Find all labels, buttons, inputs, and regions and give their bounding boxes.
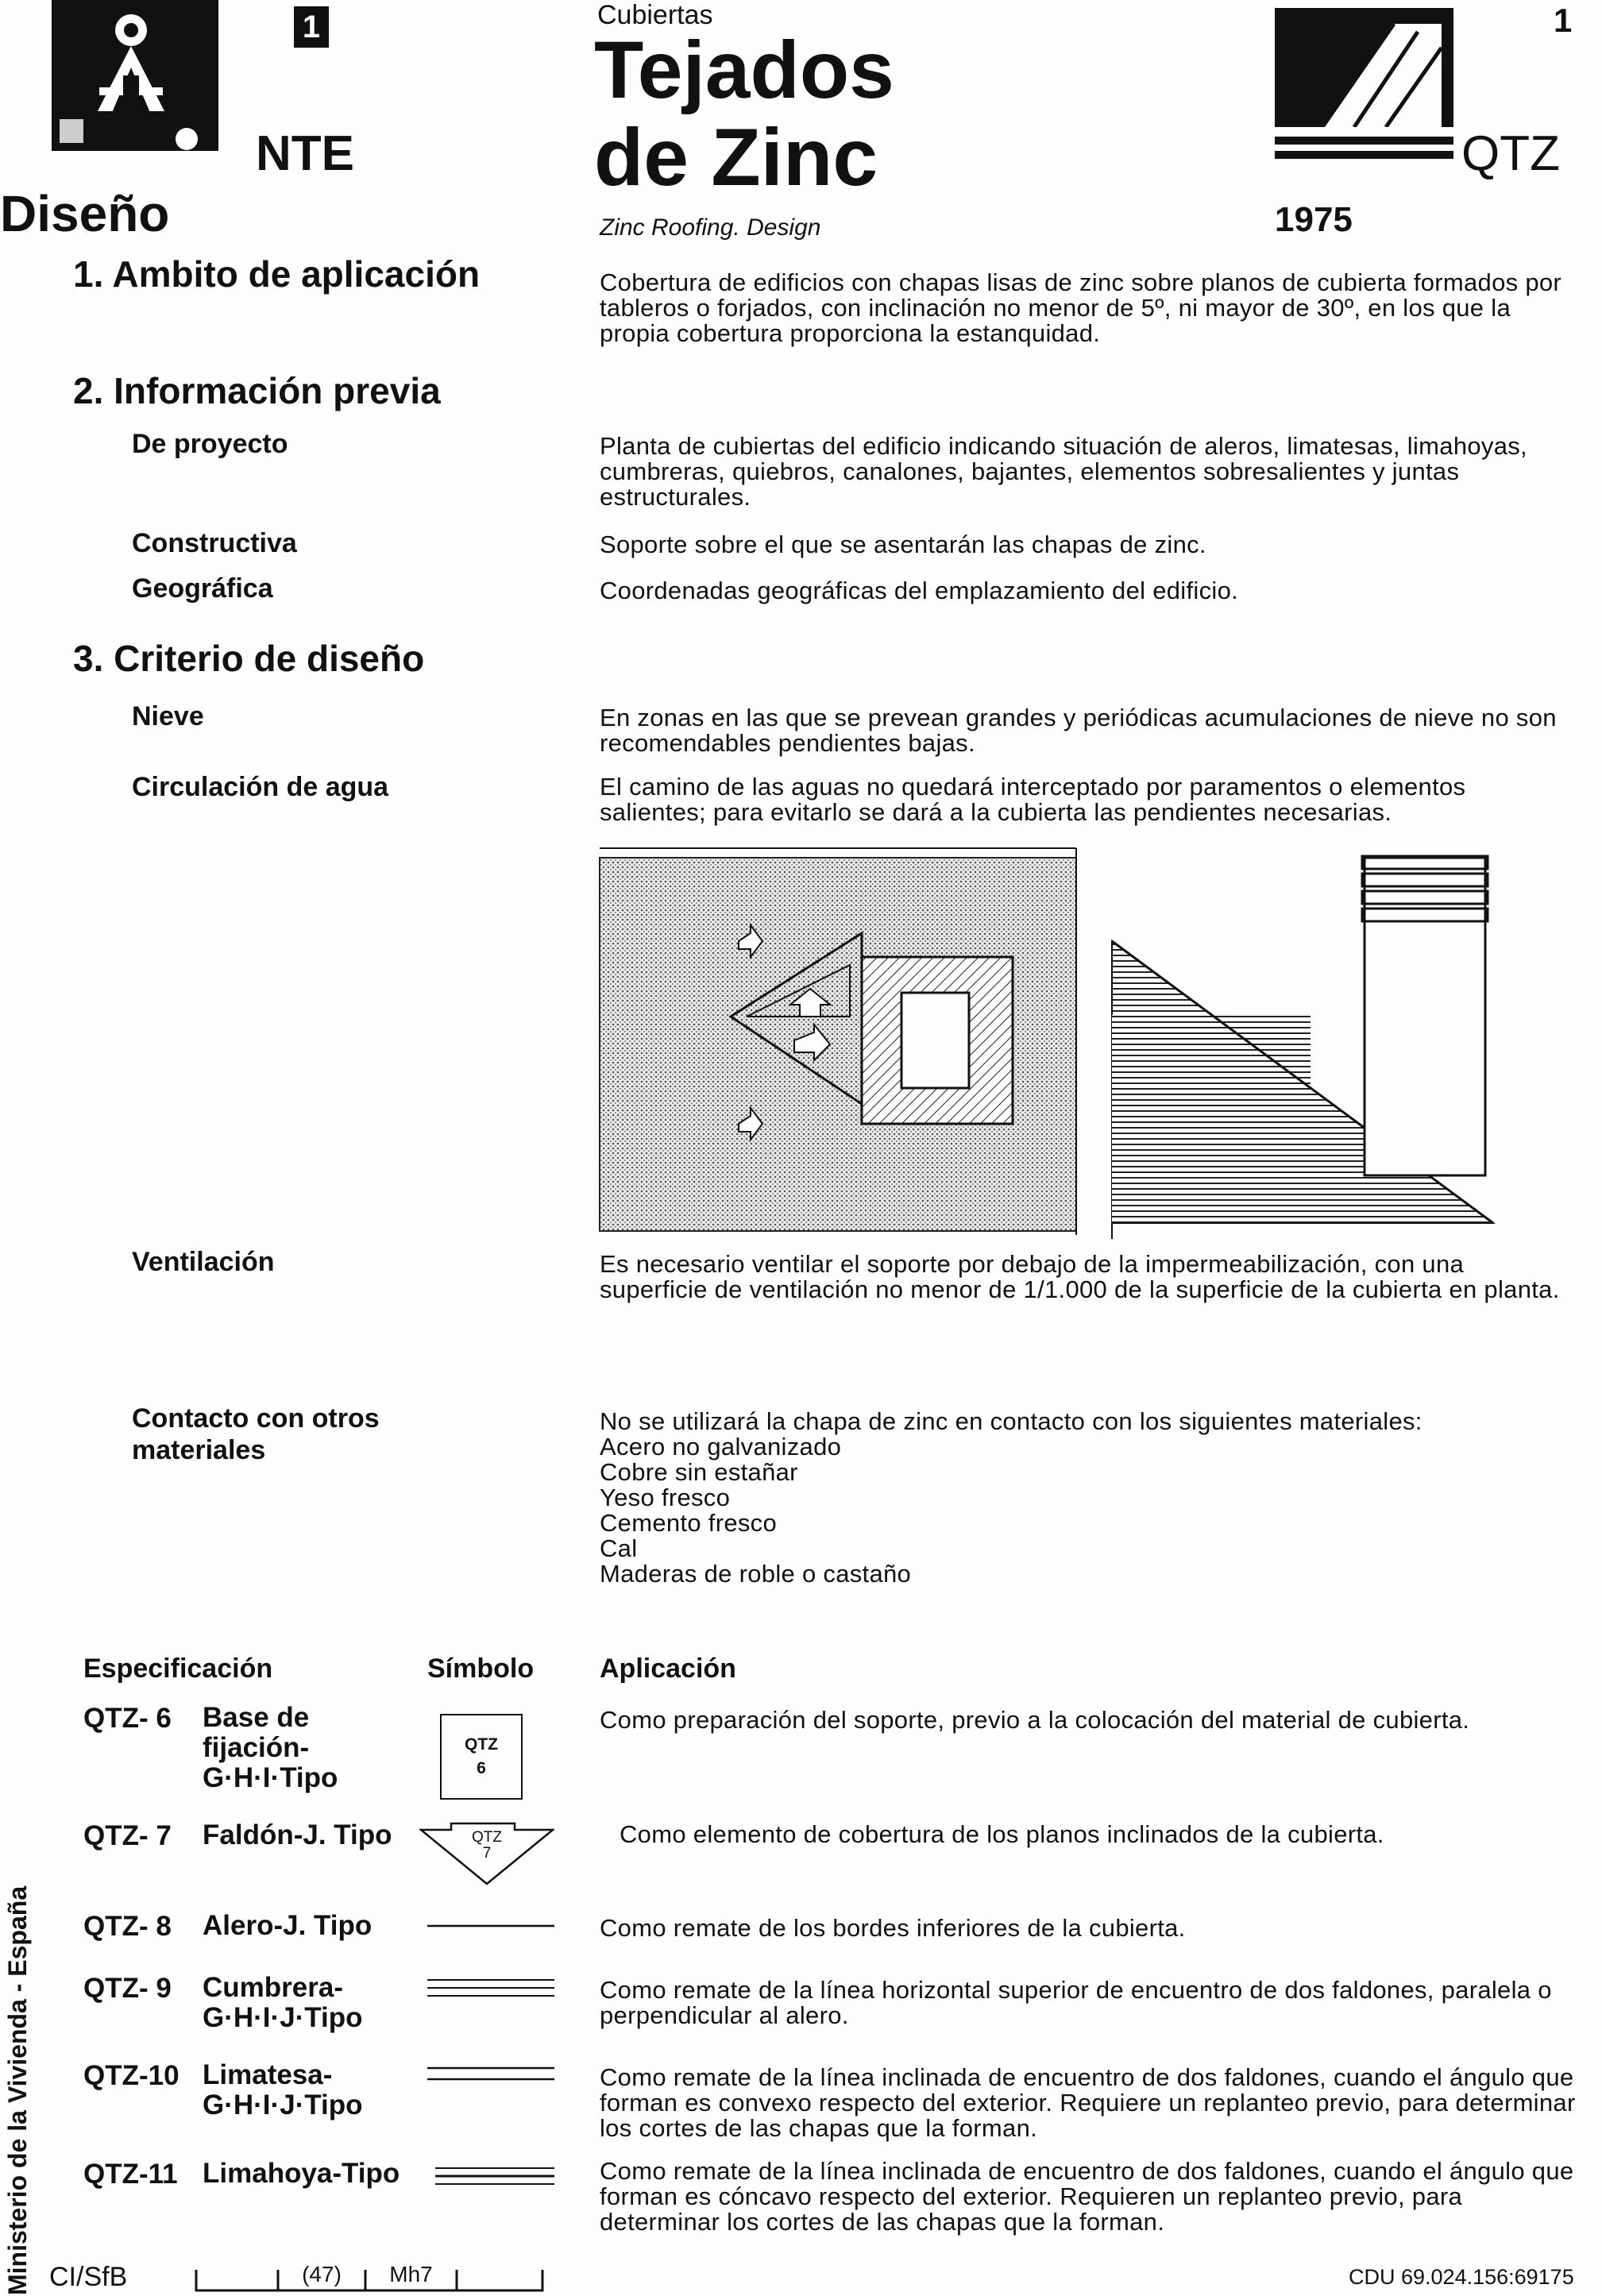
text-geografica: Coordenadas geográficas del emplazamiento del edificio.	[600, 577, 1239, 604]
chimney-section	[1365, 858, 1485, 1175]
label-ventilacion: Ventilación	[132, 1247, 275, 1277]
header-aplicacion: Aplicación	[600, 1654, 736, 1684]
symbol-qtz6: QTZ 6	[440, 1714, 523, 1800]
spec-name-qtz9: Cumbrera-G·H·I·J·Tipo	[203, 1972, 363, 2033]
water-circulation-diagram	[588, 842, 1557, 1239]
side-ministry-text: Ministerio de la Vivienda - España	[3, 1885, 32, 2295]
compass-logo-icon	[52, 0, 218, 151]
badge-number: 1	[294, 6, 329, 48]
year: 1975	[1275, 200, 1353, 239]
spec-name-qtz10: Limatesa-G·H·I·J·Tipo	[203, 2059, 363, 2120]
spec-name-qtz7: Faldón-J. Tipo	[203, 1819, 392, 1850]
spec-app-qtz7: Como elemento de cobertura de los planos inclinados de la cubierta.	[620, 1820, 1384, 1848]
cisfb-box-mh7: Mh7	[389, 2262, 433, 2286]
spec-name-qtz8: Alero-J. Tipo	[203, 1910, 373, 1941]
text-nieve: En zonas en las que se prevean grandes y periódicas acumulaciones de nieve no son recomendables pendientes bajas.	[600, 704, 1557, 757]
cisfb-box-47: (47)	[302, 2262, 342, 2286]
section-2-title: 2. Información previa	[73, 370, 441, 411]
qtz-roof-logo	[1275, 8, 1453, 167]
list-item: Acero no galvanizado	[600, 1433, 842, 1461]
spec-app-qtz10: Como remate de la línea inclinada de encuentro de dos faldones, cuando el ángulo que forman es convexo respecto del exterior. Requiere un replanteo previo, para determinar los cortes de las chapas que la forman.	[600, 2063, 1576, 2142]
roof-logo-icon	[1275, 8, 1453, 167]
sheet-number: 1	[1554, 2, 1573, 39]
alero-line-symbol-icon	[427, 1922, 554, 1930]
spec-app-qtz11: Como remate de la línea inclinada de encuentro de dos faldones, cuando el ángulo que forman es cóncavo respecto del exterior. Requieren un replanteo previo, para determinar los cortes de las chapas que la forman.	[600, 2157, 1574, 2236]
spec-code-qtz6: QTZ- 6	[83, 1703, 172, 1734]
text-constructiva: Soporte sobre el que se asentarán las chapas de zinc.	[600, 531, 1206, 558]
nte-logo	[52, 0, 218, 151]
symbol-qtz7-label: QTZ 7	[472, 1829, 502, 1862]
label-contacto-materiales: Contacto con otros materiales	[132, 1403, 380, 1465]
limahoya-lines-symbol-icon	[435, 2165, 554, 2189]
spec-app-qtz9: Como remate de la línea horizontal superior de encuentro de dos faldones, paralela o perpendicular al alero.	[600, 1976, 1552, 2029]
section-3-title: 3. Criterio de diseño	[73, 638, 425, 679]
category-label: Cubiertas	[597, 0, 713, 30]
header-simbolo: Símbolo	[427, 1654, 535, 1684]
section-1-text: Cobertura de edificios con chapas lisas de zinc sobre planos de cubierta formados por tableros o forjados, con inclinación no menor de 5º, ni mayor de 30º, en los que la propia cobertura proporciona la estanquidad.	[600, 268, 1562, 347]
section-1-title: 1. Ambito de aplicación	[73, 253, 481, 295]
page-title-line1: Tejados	[594, 25, 894, 115]
label-circulacion-agua: Circulación de agua	[132, 772, 389, 802]
text-contacto-materiales: No se utilizará la chapa de zinc en contacto con los siguientes materiales:	[600, 1407, 1422, 1435]
label-constructiva: Constructiva	[132, 528, 297, 558]
list-item: Maderas de roble o castaño	[600, 1560, 912, 1588]
spec-name-qtz11: Limahoya-Tipo	[203, 2158, 400, 2189]
page-title-line2: de Zinc	[594, 112, 878, 203]
list-item: Cal	[600, 1534, 638, 1562]
cisfb-label: CI/SfB	[49, 2262, 128, 2292]
spec-app-qtz6: Como preparación del soporte, previo a la colocación del material de cubierta.	[600, 1706, 1470, 1734]
list-item: Cobre sin estañar	[600, 1458, 798, 1486]
diseno-label: Diseño	[0, 185, 170, 242]
label-de-proyecto: De proyecto	[132, 429, 288, 459]
cumbrera-lines-symbol-icon	[427, 1976, 554, 2000]
cisfb-boxes	[195, 2260, 544, 2292]
spec-app-qtz8: Como remate de los bordes inferiores de la cubierta.	[600, 1914, 1186, 1942]
limatesa-lines-symbol-icon	[427, 2065, 554, 2084]
header-especificacion: Especificación	[83, 1654, 273, 1684]
cdu-code: CDU 69.024.156:69175	[1349, 2265, 1574, 2289]
spec-code-qtz10: QTZ-10	[83, 2060, 180, 2091]
qtz-code: QTZ	[1461, 126, 1560, 181]
nte-label: NTE	[256, 126, 354, 181]
text-de-proyecto: Planta de cubiertas del edificio indicando situación de aleros, limatesas, limahoyas, cumbreras, quiebros, canalones, bajantes, elementos sobresalientes y juntas estructurales.	[600, 432, 1527, 511]
list-item: Cemento fresco	[600, 1509, 778, 1537]
label-geografica: Geográfica	[132, 573, 273, 604]
label-nieve: Nieve	[132, 701, 204, 731]
materials-list	[600, 1434, 1314, 1587]
spec-name-qtz6: Base de fijación-G·H·I·Tipo	[203, 1702, 338, 1793]
subtitle: Zinc Roofing. Design	[600, 214, 821, 241]
spec-code-qtz11: QTZ-11	[83, 2159, 178, 2190]
spec-code-qtz9: QTZ- 9	[83, 1973, 172, 2004]
spec-code-qtz8: QTZ- 8	[83, 1911, 172, 1942]
list-item: Yeso fresco	[600, 1484, 731, 1511]
text-circulacion-agua: El camino de las aguas no quedará interceptado por paramentos o elementos salientes; para evitarlo se dará a la cubierta las pendientes necesarias.	[600, 773, 1466, 826]
text-ventilacion: Es necesario ventilar el soporte por debajo de la impermeabilización, con una superficie de ventilación no menor de 1/1.000 de la superficie de la cubierta en planta.	[600, 1250, 1560, 1303]
spec-code-qtz7: QTZ- 7	[83, 1820, 172, 1851]
